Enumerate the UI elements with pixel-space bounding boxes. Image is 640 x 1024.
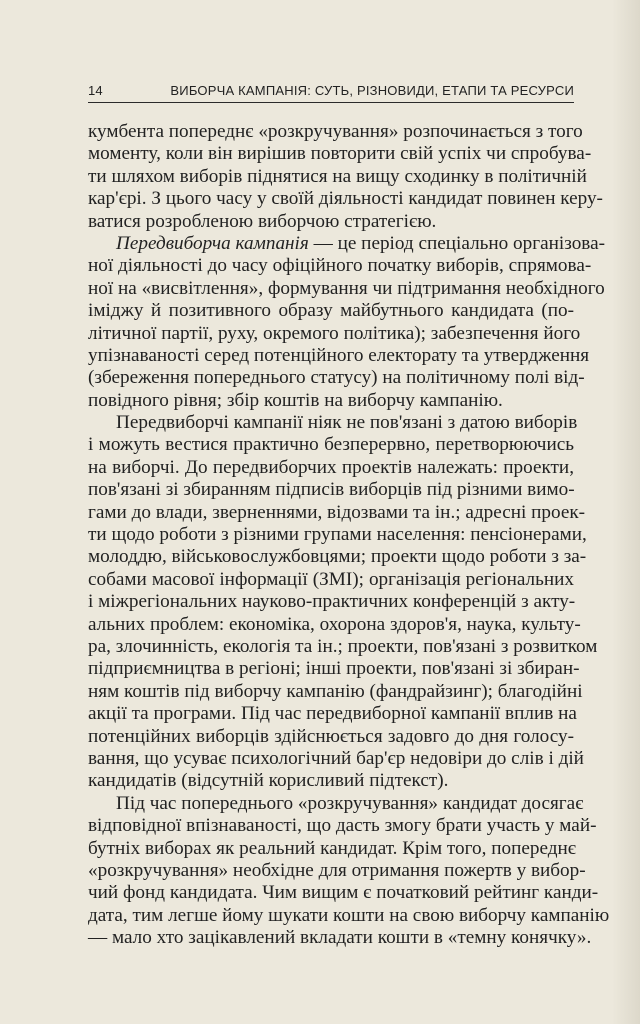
text-line: пов'язані зі збиранням підписів виборців під різними вимо- <box>88 479 575 501</box>
text-line: (збереження попереднього статусу) на політичному полі від- <box>88 367 585 389</box>
running-title: ВИБОРЧА КАМПАНІЯ: СУТЬ, РІЗНОВИДИ, ЕТАПИ ТА РЕСУРСИ <box>170 83 574 98</box>
text-line: іміджу й позитивного образу майбутнього кандидата (по- <box>88 300 574 322</box>
text-line: ням коштів під виборчу кампанію (фандрайзинг); благодійні <box>88 680 583 702</box>
text-line: Під час попереднього «розкручування» кандидат досягає <box>116 792 584 814</box>
text-line: гами до влади, зверненнями, відозвами та ін.; адресні проек- <box>88 501 586 523</box>
paragraph-4 <box>88 792 610 950</box>
text-line: молоддю, військовослужбовцями; проекти щодо роботи з за- <box>88 546 587 568</box>
body-text <box>88 121 610 949</box>
text-line: Передвиборчі кампанії ніяк не пов'язані з датою виборів <box>116 412 578 434</box>
text-line: і можуть вестися практично безперервно, перетворюючись <box>88 434 574 456</box>
text-line: собами масової інформації (ЗМІ); організація регіональних <box>88 568 574 590</box>
text-line: альних проблем: економіка, охорона здоров'я, наука, культу- <box>88 613 581 635</box>
text-line: чий фонд кандидата. Чим вищим є початковий рейтинг канди- <box>88 882 599 904</box>
text-line: бутніх виборах як реальний кандидат. Крім того, попереднє <box>88 837 576 859</box>
text-line: акції та програми. Під час передвиборної кампанії вплив на <box>88 703 577 725</box>
text-line: ра, злочинність, екологія та ін.; проекти, пов'язані з розвитком <box>88 635 598 657</box>
text-line: ної діяльності до часу офіційного початку виборів, спрямова- <box>88 255 592 277</box>
text-line: підприємництва в регіоні; інші проекти, пов'язані зі збиран- <box>88 658 580 680</box>
text-line: на виборчі. До передвиборчих проектів належать: проекти, <box>88 456 574 478</box>
text-line: «розкручування» необхідне для отримання пожертв у вибор- <box>88 859 586 881</box>
text-line: кар'єрі. З цього часу у своїй діяльності кандидат повинен керу- <box>88 188 603 210</box>
text-line: ватися розробленою виборчою стратегією. <box>88 210 437 232</box>
defined-term: Передвиборча кампанія <box>116 232 309 254</box>
text-line: ти щодо роботи з різними групами населення: пенсіонерами, <box>88 524 587 546</box>
text-line-with-term <box>88 232 606 255</box>
text-line-rest: — це період спеціально організова- <box>308 232 606 254</box>
text-line: і міжрегіональних науково-практичних конференцій з акту- <box>88 591 576 613</box>
text-line: моменту, коли він вирішив повторити свій успіх чи спробува- <box>88 143 592 165</box>
text-line: літичної партії, руху, окремого політика); забезпечення його <box>88 322 581 344</box>
text-line: — мало хто зацікавлений вкладати кошти в «темну конячку». <box>88 927 592 949</box>
text-line: кумбента попереднє «розкручування» розпочинається з того <box>88 121 583 142</box>
text-line: потенційних виборців здійснюється задовго до дня голосу- <box>88 725 574 747</box>
text-line: дата, тим легше йому шукати кошти на свою виборчу кампанію <box>88 904 610 926</box>
page-number: 14 <box>88 83 103 98</box>
text-line: вання, що усуває психологічний бар'єр недовіри до слів і дій <box>88 747 584 769</box>
running-head <box>88 80 574 103</box>
text-line: ної на «висвітлення», формування чи підтримання необхідного <box>88 277 605 299</box>
text-line: кандидатів (відсутній корисливий підтекст). <box>88 770 449 792</box>
paragraph-3 <box>88 412 598 793</box>
text-line: повідного рівня; збір коштів на виборчу кампанію. <box>88 389 503 411</box>
paragraph-1 <box>88 121 603 233</box>
paragraph-2 <box>88 232 606 412</box>
text-line: ти шляхом виборів піднятися на вищу сходинку в політичній <box>88 165 587 187</box>
text-line: упізнаваності серед потенційного електорату та утвердження <box>88 344 590 366</box>
text-line: відповідної впізнаваності, що дасть змогу брати участь у май- <box>88 815 597 837</box>
